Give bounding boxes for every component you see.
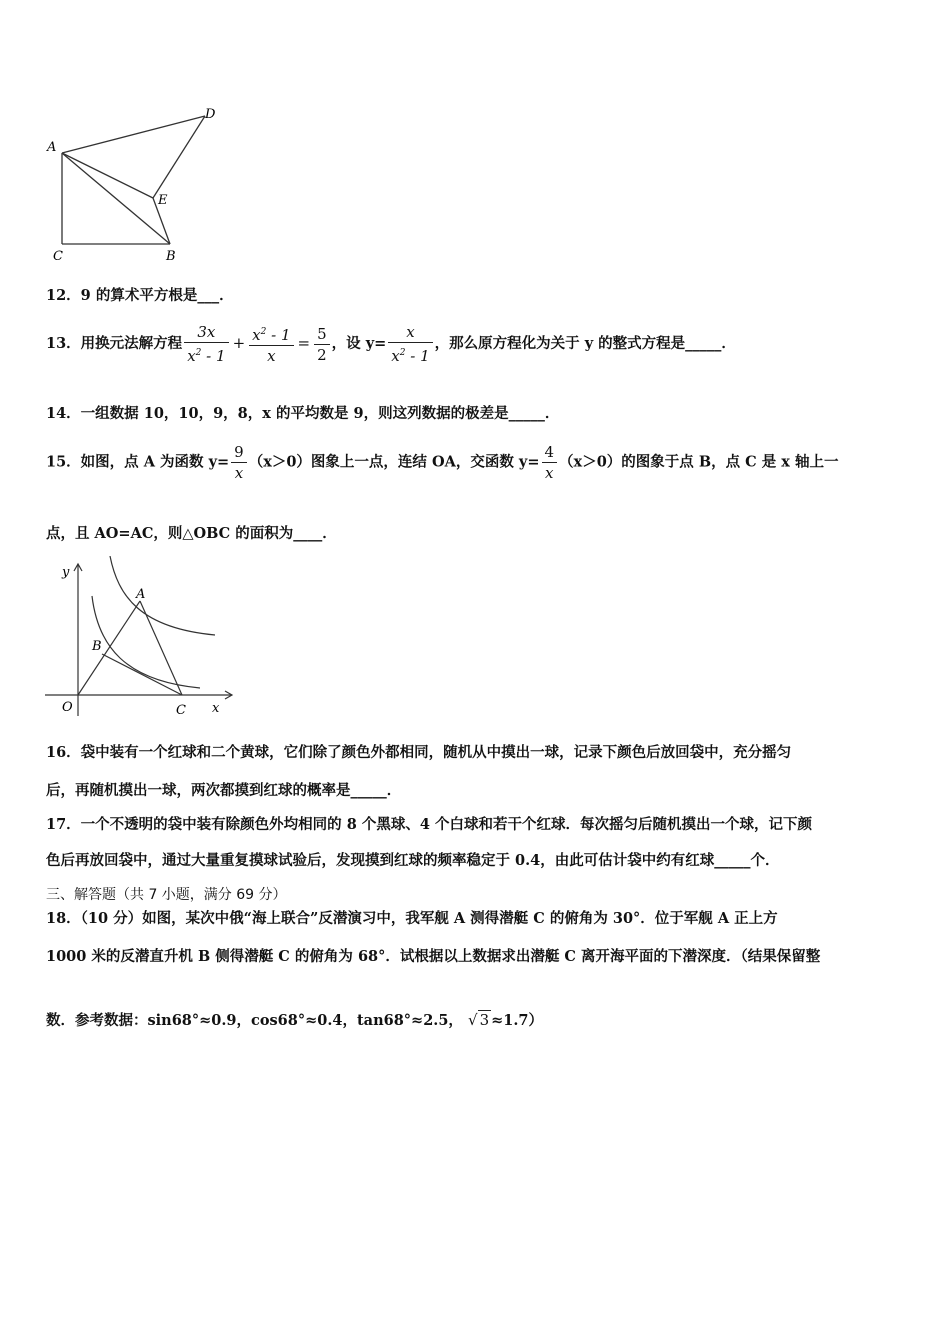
fraction-x2-1-over-x: $\frac{x^2 - 1}{x}$ bbox=[249, 322, 293, 366]
q15-part1: 15．如图，点 A 为函数 y= bbox=[46, 453, 230, 471]
label-D: D bbox=[205, 107, 216, 122]
label-O: O bbox=[62, 700, 73, 715]
question-18-line1: 18．（10 分）如图，某次中俄“海上联合”反潜演习中，我军舰 A 测得潜艇 C 的俯角为 30°．位于军舰 A 正上方 bbox=[46, 910, 778, 927]
fraction-9-over-x: $\frac{9}{x}$ bbox=[231, 442, 247, 483]
fraction-5-over-2: $\frac{5}{2}$ bbox=[314, 324, 330, 365]
label-y: y bbox=[62, 565, 70, 580]
question-15-line2: 点，且 AO=AC，则△OBC 的面积为____． bbox=[46, 525, 337, 542]
label-E: E bbox=[158, 193, 168, 208]
q13-mid: ，设 y= bbox=[331, 335, 387, 352]
sqrt-3: √ 3 bbox=[468, 1011, 490, 1029]
question-15 bbox=[46, 442, 838, 483]
segment-AD bbox=[62, 116, 205, 153]
curve-y-4-over-x bbox=[92, 596, 200, 688]
label-x: x bbox=[212, 701, 220, 716]
fraction-x-over-x2-1: $\frac{x}{x^2 - 1}$ bbox=[388, 322, 432, 366]
question-16-line1: 16．袋中装有一个红球和二个黄球，它们除了颜色外都相同，随机从中摸出一球，记录下颜色后放回袋中，充分摇匀 bbox=[46, 744, 792, 761]
q13-suffix: ，那么原方程化为关于 y 的整式方程是_____． bbox=[434, 335, 736, 352]
graph-figure-2 bbox=[40, 556, 240, 721]
geometry-figure-1 bbox=[40, 100, 230, 270]
label-B: B bbox=[92, 639, 102, 654]
question-17-line2: 色后再放回袋中，通过大量重复摸球试验后，发现摸到红球的频率稳定于 0.4，由此可估计袋中约有红球_____个． bbox=[46, 852, 780, 869]
segment-DE bbox=[153, 116, 205, 198]
q13-prefix: 13．用换元法解方程 bbox=[46, 335, 183, 352]
label-C: C bbox=[176, 703, 186, 718]
question-18-line2: 1000 米的反潜直升机 B 侧得潜艇 C 的俯角为 68°．试根据以上数据求出潜艇 C 离开海平面的下潜深度．（结果保留整 bbox=[46, 948, 821, 965]
label-A: A bbox=[136, 587, 146, 602]
question-13: 13．用换元法解方程 $\frac{3x}{x^2 - 1}$ + $\frac{x^2 - 1}{x}$ = $\frac{5}{2}$ ，设 y= $\frac{x}{x^2 - 1}$ ，那么原方程化为关于 y 的整式方程是_____． bbox=[46, 323, 736, 365]
fraction-4-over-x: $\frac{4}{x}$ bbox=[542, 442, 558, 483]
q18-line3b: ≈1.7） bbox=[491, 1012, 543, 1029]
q15-part2: （x＞0）图象上一点，连结 OA，交函数 y= bbox=[248, 453, 540, 471]
segment-OA bbox=[78, 601, 140, 695]
question-17-line1: 17．一个不透明的袋中装有除颜色外均相同的 8 个黑球、4 个白球和若干个红球．每次摇匀后随机摸出一个球，记下颜 bbox=[46, 816, 812, 833]
question-14: 14．一组数据 10，10，9，8，x 的平均数是 9，则这列数据的极差是_____． bbox=[46, 405, 560, 422]
q18-line3a: 数．参考数据：sin68°≈0.9，cos68°≈0.4，tan68°≈2.5， bbox=[46, 1012, 463, 1029]
label-A: A bbox=[47, 140, 57, 155]
q15-part3: （x＞0）的图象于点 B，点 C 是 x 轴上一 bbox=[559, 453, 839, 471]
fraction-3x-over-x2-1: $\frac{3x}{x^2 - 1}$ bbox=[184, 322, 228, 366]
segment-BC bbox=[102, 654, 182, 695]
question-16-line2: 后，再随机摸出一球，两次都摸到红球的概率是_____． bbox=[46, 782, 402, 799]
label-B: B bbox=[166, 249, 176, 264]
question-12: 12．9 的算术平方根是___． bbox=[46, 287, 234, 304]
label-C: C bbox=[53, 249, 63, 264]
section-3-heading: 三、解答题（共 7 小题，满分 69 分） bbox=[46, 887, 287, 903]
question-18-line3 bbox=[46, 1010, 543, 1031]
